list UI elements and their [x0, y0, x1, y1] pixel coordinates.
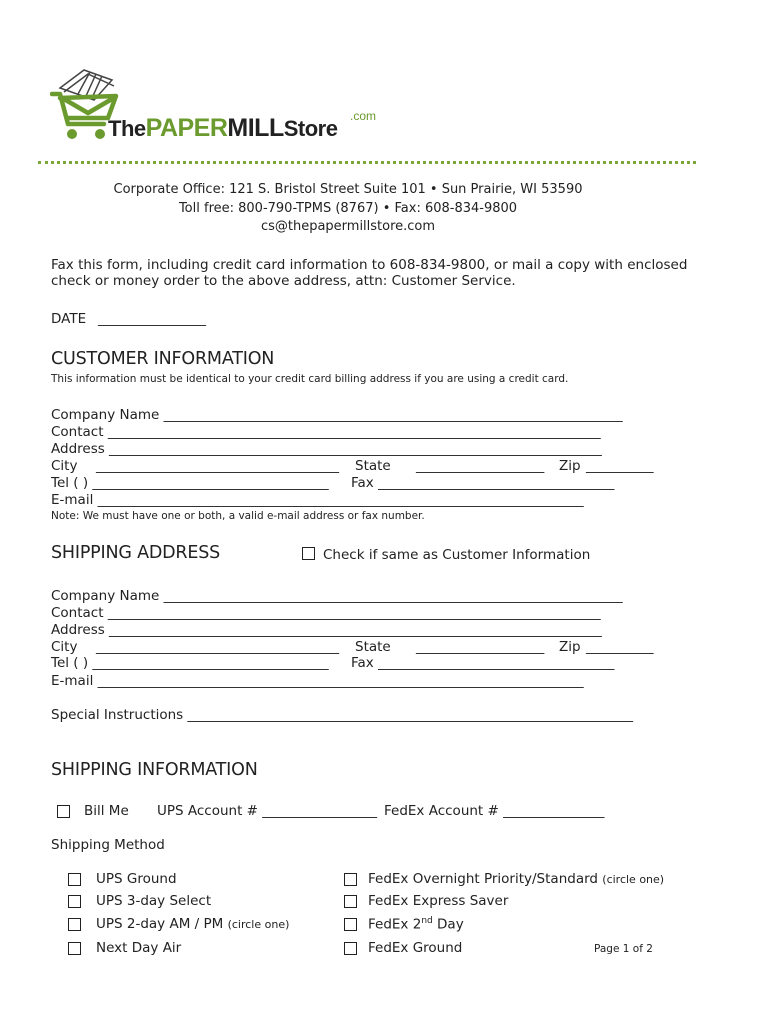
- customer-info-title: CUSTOMER INFORMATION: [51, 349, 275, 369]
- customer-email-field[interactable]: E-mail ________________________________________________________________________: [51, 492, 584, 508]
- next-day-air-label: Next Day Air: [96, 940, 182, 956]
- page-number: Page 1 of 2: [594, 943, 653, 955]
- shipping-company-field[interactable]: Company Name ____________________________________________________________________: [51, 588, 623, 604]
- fedex-overnight-checkbox[interactable]: [344, 873, 357, 886]
- customer-state-field[interactable]: ___________________: [416, 458, 545, 474]
- header-address: Corporate Office: 121 S. Bristol Street Suite 101 • Sun Prairie, WI 53590: [113, 182, 583, 197]
- shipping-zip-field[interactable]: __________: [586, 639, 654, 655]
- ups-2day-label: UPS 2-day AM / PM (circle one): [96, 916, 290, 932]
- customer-company-field[interactable]: Company Name ____________________________________________________________________: [51, 407, 623, 423]
- shipping-address-title: SHIPPING ADDRESS: [51, 543, 221, 563]
- ups-3day-checkbox[interactable]: [68, 895, 81, 908]
- customer-zip-field[interactable]: __________: [586, 458, 654, 474]
- ups-account-field[interactable]: UPS Account # _________________: [157, 803, 378, 819]
- same-as-customer-label: Check if same as Customer Information: [323, 547, 591, 563]
- fedex-ground-checkbox[interactable]: [344, 942, 357, 955]
- customer-city-field[interactable]: ____________________________________: [96, 458, 339, 474]
- intro-line-1: Fax this form, including credit card information to 608-834-9800, or mail a copy with enclosed: [51, 257, 688, 273]
- fedex-ground-label: FedEx Ground: [368, 940, 463, 956]
- shipping-email-field[interactable]: E-mail ________________________________________________________________________: [51, 673, 584, 689]
- same-as-customer-checkbox[interactable]: [302, 547, 315, 560]
- dotted-divider: [38, 161, 696, 164]
- fedex-2nd-day-label: FedEx 2nd Day: [368, 916, 464, 933]
- shipping-info-title: SHIPPING INFORMATION: [51, 760, 258, 780]
- bill-me-checkbox[interactable]: [57, 805, 70, 818]
- header-phone: Toll free: 800-790-TPMS (8767) • Fax: 608-834-9800: [178, 201, 518, 216]
- shipping-method-label: Shipping Method: [51, 837, 165, 853]
- shipping-state-field[interactable]: ___________________: [416, 639, 545, 655]
- customer-zip-label: Zip: [559, 458, 581, 474]
- fedex-saver-checkbox[interactable]: [344, 895, 357, 908]
- customer-fax-field[interactable]: Fax ___________________________________: [351, 475, 615, 491]
- shipping-tel-field[interactable]: Tel ( ) ___________________________________: [51, 655, 329, 671]
- customer-tel-field[interactable]: Tel ( ) ___________________________________: [51, 475, 329, 491]
- intro-line-2: check or money order to the above address, attn: Customer Service.: [51, 273, 516, 289]
- ups-3day-label: UPS 3-day Select: [96, 893, 212, 909]
- customer-city-label: City: [51, 458, 78, 474]
- shipping-address-field[interactable]: Address _________________________________________________________________________: [51, 622, 602, 638]
- customer-contact-field[interactable]: Contact _________________________________________________________________________: [51, 424, 601, 440]
- fedex-account-field[interactable]: FedEx Account # _______________: [384, 803, 605, 819]
- ups-ground-label: UPS Ground: [96, 871, 177, 887]
- fedex-saver-label: FedEx Express Saver: [368, 893, 509, 909]
- ups-2day-checkbox[interactable]: [68, 918, 81, 931]
- customer-footnote: Note: We must have one or both, a valid e-mail address or fax number.: [51, 510, 425, 522]
- header-email: cs@thepapermillstore.com: [260, 219, 436, 234]
- customer-state-label: State: [355, 458, 391, 474]
- customer-info-note: This information must be identical to your credit card billing address if you are using a credit card.: [51, 373, 569, 385]
- bill-me-label: Bill Me: [84, 803, 129, 819]
- brand-wordmark: ThePAPERMILLStore: [108, 114, 338, 142]
- next-day-air-checkbox[interactable]: [68, 942, 81, 955]
- shipping-contact-field[interactable]: Contact _________________________________________________________________________: [51, 605, 601, 621]
- shipping-state-label: State: [355, 639, 391, 655]
- date-field[interactable]: ________________: [98, 311, 206, 327]
- shipping-city-label: City: [51, 639, 78, 655]
- customer-address-field[interactable]: Address _________________________________________________________________________: [51, 441, 602, 457]
- fedex-overnight-label: FedEx Overnight Priority/Standard (circle one): [368, 871, 665, 887]
- date-label: DATE: [51, 311, 87, 327]
- special-instructions-field[interactable]: Special Instructions __________________________________________________________________: [51, 707, 634, 723]
- shipping-fax-field[interactable]: Fax ___________________________________: [351, 655, 615, 671]
- ups-ground-checkbox[interactable]: [68, 873, 81, 886]
- shipping-city-field[interactable]: ____________________________________: [96, 639, 339, 655]
- shipping-zip-label: Zip: [559, 639, 581, 655]
- brand-com: .com: [350, 109, 377, 123]
- fedex-2nd-day-checkbox[interactable]: [344, 918, 357, 931]
